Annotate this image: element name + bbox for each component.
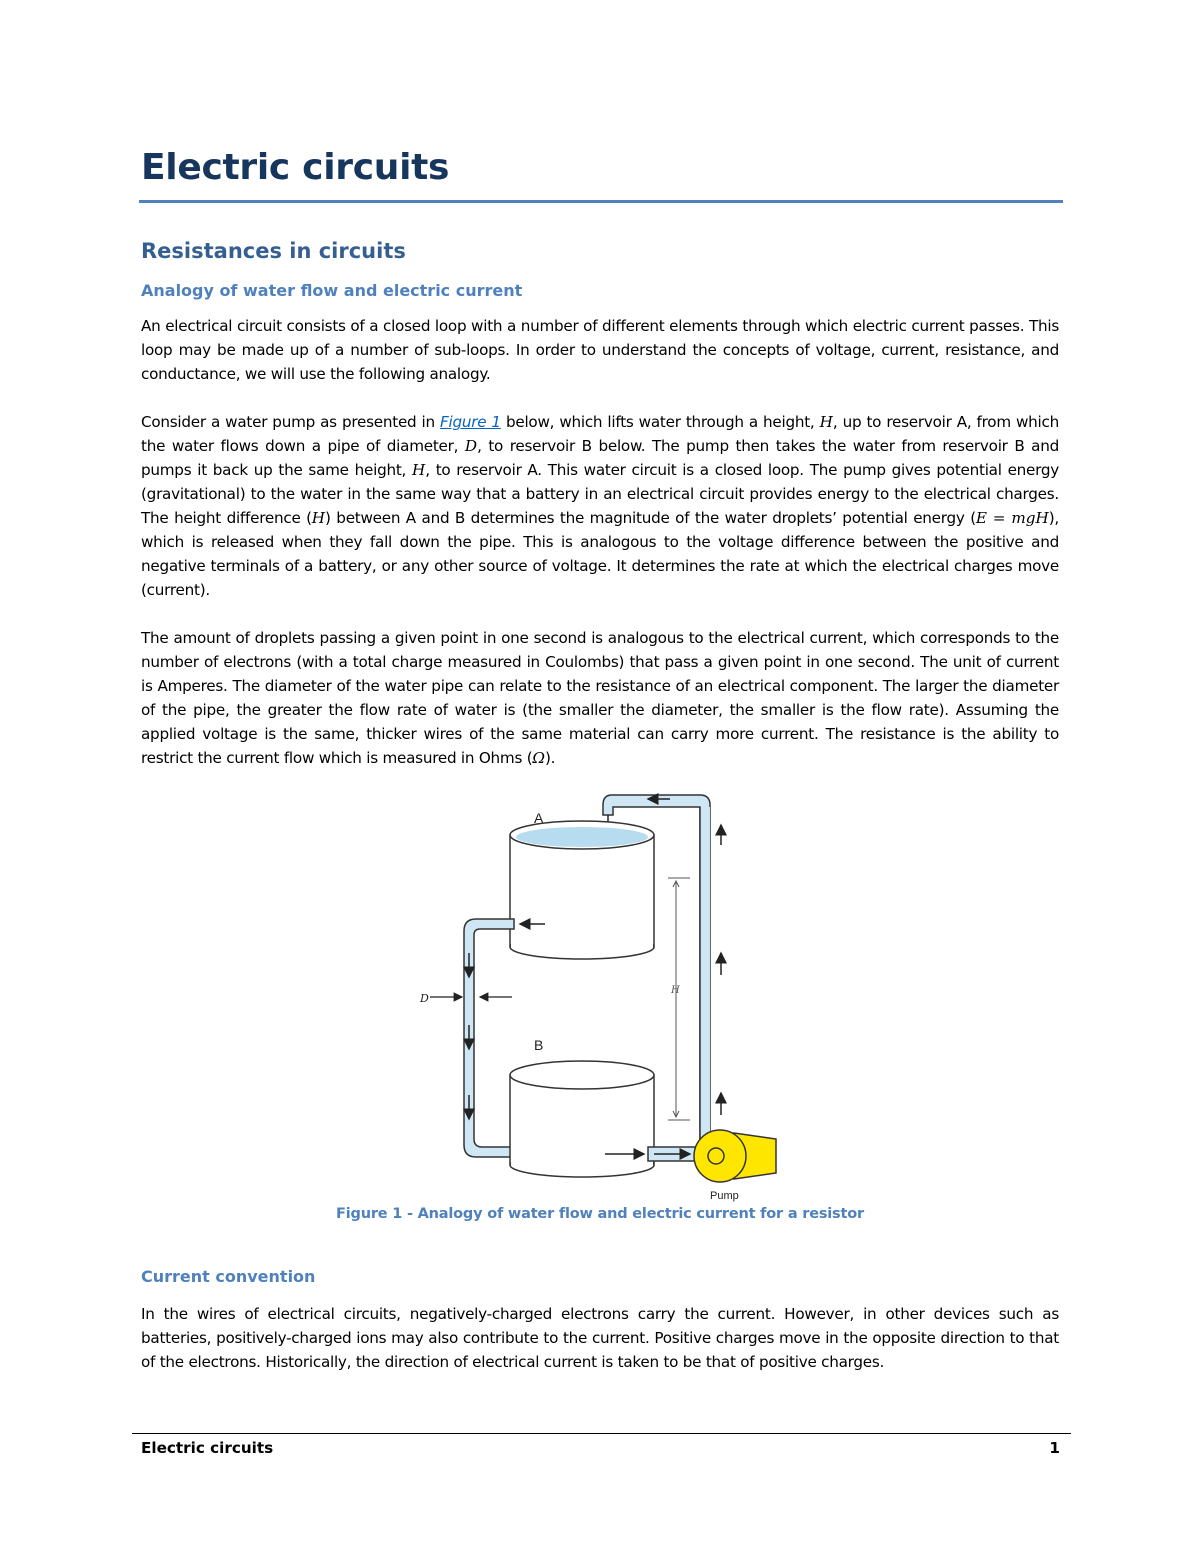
reservoir-a xyxy=(510,821,654,959)
pump xyxy=(694,1130,776,1182)
paragraph-water-pump: Consider a water pump as presented in Figure 1 below, which lifts water through a height, H, up to reservoir A, from which the water flows down a pipe of diameter, D, to reservoir B below. The pump then takes the water from reservoir B and pumps it back up the same height, H, to reservoir A. This water circuit is a closed loop. The pump gives potential energy (gravitational) to the water in the same way that a battery in an electrical circuit provides energy to the electrical charges. The height difference (H) between A and B determines the magnitude of the water droplets’ potential energy (E = mgH), which is released when they fall down the pipe. This is analogous to the voltage difference between the positive and negative terminals of a battery, or any other source of voltage. It determines the rate at which the electrical charges move (current). xyxy=(141,413,1059,599)
water-circuit-figure xyxy=(400,785,800,1205)
section-heading: Resistances in circuits xyxy=(141,239,406,263)
figure-1-link[interactable]: Figure 1 xyxy=(440,413,501,431)
paragraph-current-convention: In the wires of electrical circuits, negatively-charged electrons carry the current. However, in other devices such as batteries, positively-charged ions may also contribute to the current. Positive charges move in the opposite direction to that of the electrons. Historically, the direction of electrical current is taken to be that of positive charges. xyxy=(141,1305,1059,1371)
descending-pipe xyxy=(464,919,514,1157)
figure-caption: Figure 1 - Analogy of water flow and electric current for a resistor xyxy=(336,1206,864,1222)
reservoir-b xyxy=(510,1061,654,1177)
footer-rule xyxy=(132,1433,1071,1434)
math-energy-equation: E = mgH xyxy=(975,509,1049,527)
pump-label: Pump xyxy=(710,1190,739,1202)
reservoir-a-label: A xyxy=(534,810,544,826)
page-number: 1 xyxy=(1049,1439,1060,1457)
height-label: H xyxy=(671,985,680,996)
math-h: H xyxy=(311,509,326,527)
math-h: H xyxy=(412,461,426,479)
subsection-heading-analogy: Analogy of water flow and electric current xyxy=(141,281,523,300)
diameter-label: D xyxy=(420,992,429,1005)
math-omega: Ω xyxy=(532,749,545,767)
paragraph-intro: An electrical circuit consists of a closed loop with a number of different elements through which electric current passes. This loop may be made up of a number of sub-loops. In order to understand the concepts of voltage, current, resistance, and conductance, we will use the following analogy. xyxy=(141,317,1059,383)
paragraph-current-analogy: The amount of droplets passing a given point in one second is analogous to the electrical current, which corresponds to the number of electrons (with a total charge measured in Coulombs) that pass a given point in one second. The unit of current is Amperes. The diameter of the water pipe can relate to the resistance of an electrical component. The larger the diameter of the pipe, the greater the flow rate of water is (the smaller the diameter, the smaller is the flow rate). Assuming the applied voltage is the same, thicker wires of the same material can carry more current. The resistance is the ability to restrict the current flow which is measured in Ohms (Ω). xyxy=(141,629,1059,767)
footer-title: Electric circuits xyxy=(141,1439,274,1457)
page-title: Electric circuits xyxy=(141,147,450,188)
reservoir-b-label: B xyxy=(534,1037,544,1053)
math-h: H xyxy=(819,413,833,431)
title-underline xyxy=(139,200,1063,203)
math-d: D xyxy=(464,437,478,455)
subsection-heading-current-convention: Current convention xyxy=(141,1267,316,1286)
